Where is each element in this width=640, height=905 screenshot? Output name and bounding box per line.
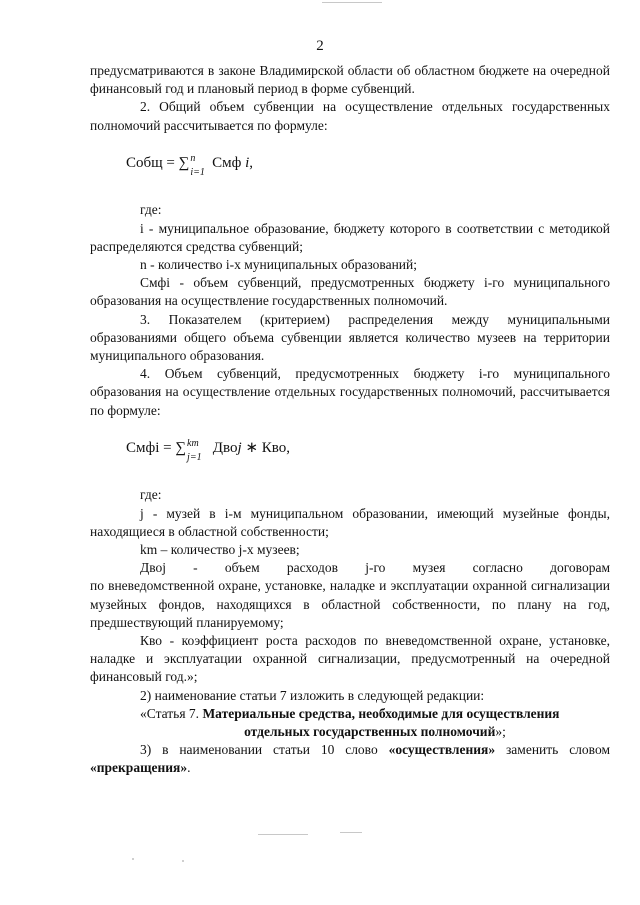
paragraph: где: xyxy=(140,202,162,218)
formula-end: ∗ Кво, xyxy=(241,439,290,456)
paragraph: 4. Объем субвенций, предусмотренных бюджету i-го муниципального образования на осуществление отдельных государственных полномочий, рассчитывается по формуле: xyxy=(90,366,610,418)
paragraph: km – количество j-х музеев; xyxy=(140,541,300,557)
sum-upper-limit: n xyxy=(190,153,196,165)
article-prefix: «Статья 7. xyxy=(140,705,203,721)
paragraph: j - музей в i-м муниципальном образовании, имеющий музейные фонды, находящиеся в областной собственности; xyxy=(90,505,610,539)
paragraph xyxy=(90,741,610,777)
sum-lower-limit: i=1 xyxy=(190,167,205,179)
scan-artifact xyxy=(182,860,184,862)
formula-end: , xyxy=(249,154,253,171)
quoted-word-old: «осуществления» xyxy=(388,742,496,758)
paragraph: предусматриваются в законе Владимирской области об областном бюджете на очередной финансовый год и плановый период в форме субвенций. xyxy=(90,63,610,97)
sum-symbol: ∑ xyxy=(178,154,190,171)
article-suffix: »; xyxy=(495,724,506,740)
formula-rhs: Смф xyxy=(208,154,246,171)
document-body xyxy=(90,62,610,778)
text-run: 3) в наименовании статьи 10 слово xyxy=(140,742,389,758)
paragraph: где: xyxy=(140,487,162,503)
paragraph: n - количество i-х муниципальных образований; xyxy=(140,256,418,272)
scan-artifact xyxy=(258,834,308,835)
formula-municipal xyxy=(90,438,610,464)
formula-lhs: Собщ = xyxy=(126,154,179,171)
formula-total xyxy=(90,153,610,179)
paragraph: i - муниципальное образование, бюджету которого в соответствии с методикой распределяются средства субвенций; xyxy=(90,220,610,254)
paragraph: Двој - объем расходов j-го музея согласно договорам xyxy=(140,560,610,576)
sum-symbol: ∑ xyxy=(175,439,187,456)
paragraph: 3. Показателем (критерием) распределения между муниципальными образованиями общего объема субвенции является количество музеев на территории муниципального образования. xyxy=(90,311,610,363)
sum-lower-limit: j=1 xyxy=(187,452,202,464)
paragraph: Смфi - объем субвенций, предусмотренных бюджету i-го муниципального образования на осуществление государственных полномочий. xyxy=(90,275,610,309)
quoted-word-new: «прекращения» xyxy=(90,760,188,776)
page-number: 2 xyxy=(316,38,324,54)
scan-artifact xyxy=(322,2,382,3)
paragraph: 2. Общий объем субвенции на осуществление отдельных государственных полномочий рассчитывается по формуле: xyxy=(90,99,610,133)
scan-artifact xyxy=(340,832,362,833)
article-7-heading xyxy=(90,705,610,741)
formula-lhs: Смфi = xyxy=(126,439,176,456)
paragraph: 2) наименование статьи 7 изложить в следующей редакции: xyxy=(140,687,485,703)
text-run: . xyxy=(187,760,191,776)
article-title-line2: отдельных государственных полномочий xyxy=(244,724,496,740)
scan-artifact xyxy=(132,858,134,860)
article-title-line1: Материальные средства, необходимые для осуществления xyxy=(202,705,560,721)
formula-variable: j xyxy=(237,439,242,456)
paragraph: Кво - коэффициент роста расходов по вневедомственной охране, установке, наладке и эксплуатации охранной сигнализации, предусмотренный на очередной финансовый год.»; xyxy=(90,633,610,685)
paragraph: по вневедомственной охране, установке, наладке и эксплуатации охранной сигнализации музейных фондов, находящихся в областной собственности, по плану на год, предшествующий планируемому; xyxy=(90,578,610,630)
sum-upper-limit: km xyxy=(187,438,199,450)
formula-variable: i xyxy=(245,154,250,171)
formula-rhs: Дво xyxy=(209,439,238,456)
text-run: заменить словом xyxy=(495,742,610,758)
